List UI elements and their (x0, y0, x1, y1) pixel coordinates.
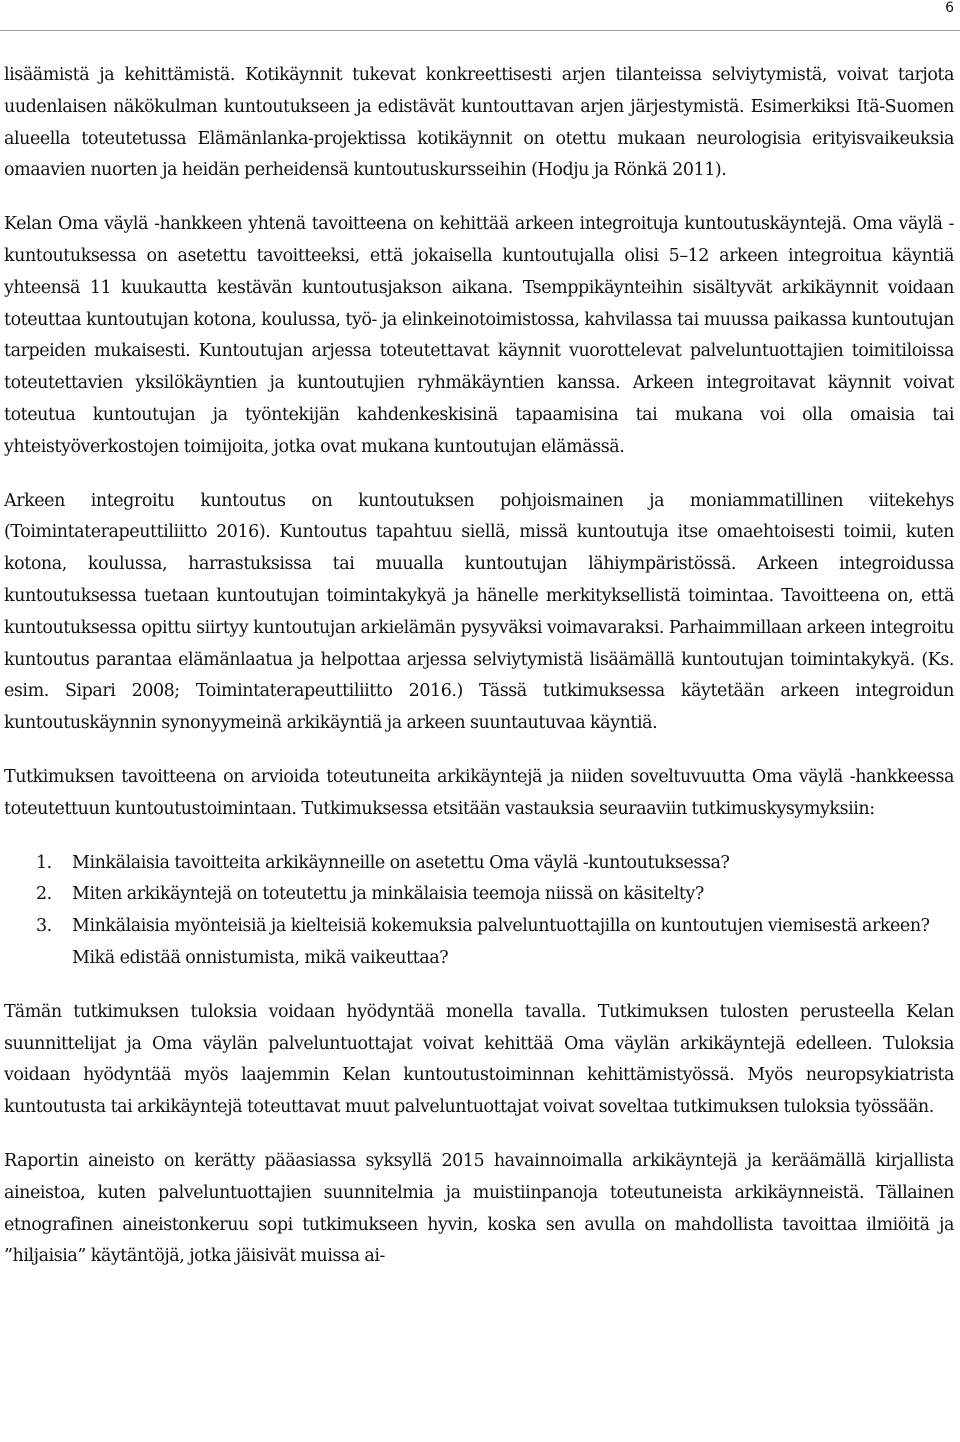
list-item (4, 848, 954, 880)
paragraph-integrated-rehabilitation: Arkeen integroitu kuntoutus on kuntoutuksen pohjoismainen ja moniammatillinen viitekehys (Toimintaterapeuttiliitto 2016). Kuntoutus tapahtuu siellä, missä kuntoutuja itse omaehtoisesti toimii, kuten kotona, koulussa, harrastuksissa tai muualla kuntoutujan lähiympäristössä. Arkeen integroidussa kuntoutuksessa tuetaan kuntoutujan toimintakykyä ja hänelle merkityksellistä toimintaa. Tavoitteena on, että kuntoutuksessa opittu siirtyy kuntoutujan arkielämän pysyväksi voimavaraksi. Parhaimmillaan arkeen integroitu kuntoutus parantaa elämänlaatua ja helpottaa arjessa selviytymistä lisäämällä kuntoutujan toimintakykyä. (Ks. esim. Sipari 2008; Toimintaterapeuttiliitto 2016.) Tässä tutkimuksessa käytetään arkeen integroidun kuntoutuskäynnin synonyymeinä arkikäyntiä ja arkeen suuntautuvaa käyntiä. (4, 490, 954, 734)
page-number: 6 (945, 0, 954, 16)
document-body (4, 60, 954, 1273)
list-item-text: Minkälaisia tavoitteita arkikäynneille on asetettu Oma väylä -kuntoutuksessa? (72, 852, 730, 873)
paragraph-data-collection: Raportin aineisto on kerätty pääasiassa syksyllä 2015 havainnoimalla arkikäyntejä ja keräämällä kirjallista aineistoa, kuten palveluntuottajien suunnitelmia ja muistiinpanoja toteutuneista arkikäynneistä. Tällainen etnografinen aineistonkeruu sopi tutkimukseen hyvin, koska sen avulla on mahdollista tavoittaa ilmiöitä ja ”hiljaisia” käytäntöjä, jotka jäisivät muissa ai- (4, 1150, 954, 1267)
list-item-number: 2. (36, 884, 52, 905)
list-item-text: Minkälaisia myönteisiä ja kielteisiä kokemuksia palveluntuottajilla on kuntoutujen viemisestä arkeen? Mikä edistää onnistumista, mikä vaikeuttaa? (72, 916, 930, 968)
research-questions-list (4, 848, 954, 975)
list-item-text: Miten arkikäyntejä on toteutettu ja minkälaisia teemoja niissä on käsitelty? (72, 884, 704, 905)
paragraph-research-aim: Tutkimuksen tavoitteena on arvioida toteutuneita arkikäyntejä ja niiden soveltuvuutta Oma väylä -hankkeessa toteutettuun kuntoutustoimintaan. Tutkimuksessa etsitään vastauksia seuraaviin tutkimuskysymyksiin: (4, 766, 954, 819)
list-item (4, 911, 954, 975)
list-item (4, 879, 954, 911)
list-item-number: 3. (36, 916, 52, 937)
header-rule (0, 30, 960, 31)
paragraph-oma-vayla-project: Kelan Oma väylä -hankkeen yhtenä tavoitteena on kehittää arkeen integroituja kuntoutuskäyntejä. Oma väylä -kuntoutuksessa on asetettu tavoitteeksi, että jokaisella kuntoutujalla olisi 5–12 arkeen integroitua käyntiä yhteensä 11 kuukautta kestävän kuntoutusjakson aikana. Tsemppikäynteihin sisältyvät arkikäynnit voidaan toteuttaa kuntoutujan kotona, koulussa, työ- ja elinkeinotoimistossa, kahvilassa tai muussa paikassa kuntoutujan tarpeiden mukaisesti. Kuntoutujan arjessa toteutettavat käynnit vuorottelevat palveluntuottajien toimitiloissa toteutettavien yksilökäyntien ja kuntoutujien ryhmäkäyntien kanssa. Arkeen integroitavat käynnit voivat toteutua kuntoutujan ja työntekijän kahdenkeskisinä tapaamisina tai mukana voi olla omaisia tai yhteistyöverkostojen toimijoita, jotka ovat mukana kuntoutujan elämässä. (4, 214, 954, 457)
list-item-number: 1. (36, 852, 52, 873)
paragraph-use-of-results: Tämän tutkimuksen tuloksia voidaan hyödyntää monella tavalla. Tutkimuksen tulosten perusteella Kelan suunnittelijat ja Oma väylän palveluntuottajat voivat kehittää Oma väylän arkikäyntejä edelleen. Tuloksia voidaan hyödyntää myös laajemmin Kelan kuntoutustoiminnan kehittämistyössä. Myös neuropsykiatrista kuntoutusta tai arkikäyntejä toteuttavat muut palveluntuottajat voivat soveltaa tutkimuksen tuloksia työssään. (4, 1001, 954, 1118)
paragraph-home-visits: lisäämistä ja kehittämistä. Kotikäynnit tukevat konkreettisesti arjen tilanteissa selviytymistä, voivat tarjota uudenlaisen näkökulman kuntoutukseen ja edistävät kuntouttavan arjen järjestymistä. Esimerkiksi Itä-Suomen alueella toteutetussa Elämänlanka-projektissa kotikäynnit on otettu mukaan neurologisia erityisvaikeuksia omaavien nuorten ja heidän perheidensä kuntoutuskursseihin (Hodju ja Rönkä 2011). (4, 65, 954, 181)
